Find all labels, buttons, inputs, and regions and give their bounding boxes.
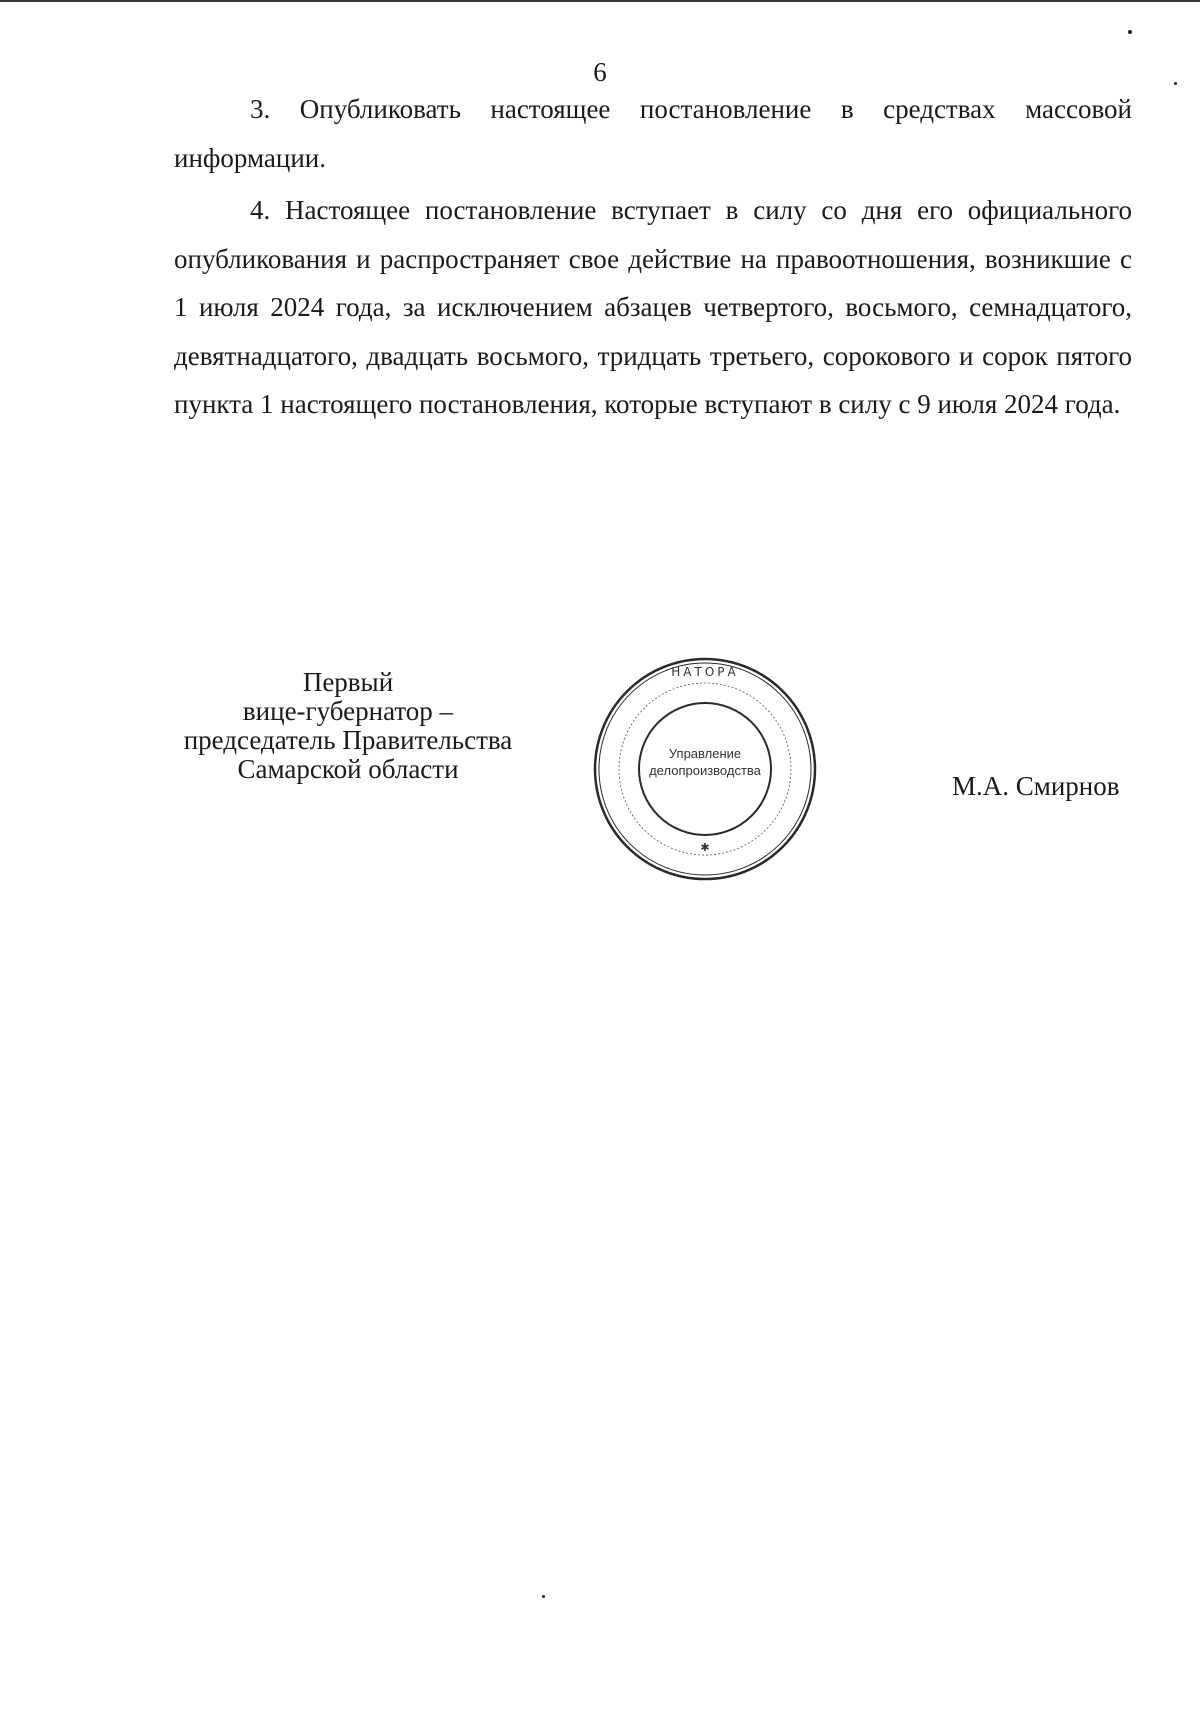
seal-inner-line: делопроизводства [649, 763, 761, 778]
official-seal-stamp [591, 655, 819, 883]
signatory-position-line: председатель Правительства [183, 725, 513, 755]
scan-speck [542, 1595, 545, 1598]
paragraph-3: 3. Опубликовать настоящее постановление в средствах массовой информации. [174, 94, 1132, 173]
signatory-position [148, 668, 548, 784]
signatory-name: М.А. Смирнов [952, 771, 1120, 801]
seal-ring-text: НАТОРА [671, 665, 739, 679]
seal-star-icon: ✱ [700, 841, 710, 854]
seal-inner-line: Управление [668, 746, 742, 761]
scan-speck [1128, 30, 1132, 34]
seal-inner-text [643, 745, 767, 779]
signatory-position-line: Самарской области [237, 754, 459, 784]
page-number: 6 [593, 57, 607, 87]
signatory-position-line: вице-губернатор – [242, 696, 454, 726]
signatory-position-line: Первый [302, 667, 394, 697]
paragraph-4: 4. Настоящее постановление вступает в силу со дня его официального опубликования и распространяет свое действие на правоотношения, возникшие с 1 июля 2024 года, за исключением абзацев четвертого, восьмого, семнадцатого, девятнадцатого, двадцать восьмого, тридцать третьего, сорокового и сорок пятого пункта 1 настоящего постановления, которые вступают в силу с 9 июля 2024 года. [174, 195, 1132, 419]
scan-top-edge [0, 0, 1200, 2]
